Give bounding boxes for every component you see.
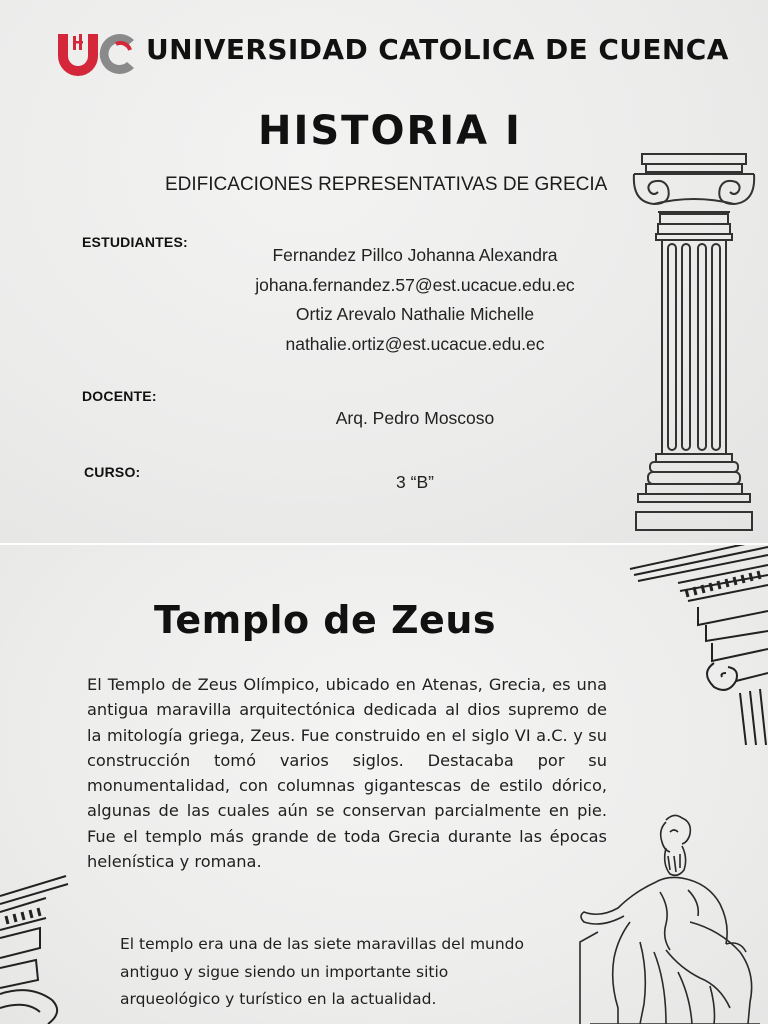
zeus-statue-icon [570, 812, 768, 1024]
teacher-name: Arq. Pedro Moscoso [335, 408, 495, 428]
column-capital-icon [628, 545, 768, 745]
students-list [220, 241, 610, 359]
section-heading: Templo de Zeus [154, 598, 497, 642]
course-value: 3 “B” [396, 472, 434, 492]
teacher-label: DOCENTE: [82, 388, 157, 404]
student-email: johana.fernandez.57@est.ucacue.edu.ec [255, 274, 575, 295]
column-capital-icon [0, 872, 70, 1024]
section-paragraph-secondary: El templo era una de las siete maravillas del mundo antiguo y sigue siendo un importante sitio arqueológico y turístico en la actualidad. [120, 935, 525, 1008]
student-email: nathalie.ortiz@est.ucacue.edu.ec [285, 333, 545, 354]
student-name: Fernandez Pillco Johanna Alexandra [272, 245, 558, 265]
course-label: CURSO: [84, 464, 141, 480]
students-label: ESTUDIANTES: [82, 234, 188, 250]
university-name: UNIVERSIDAD CATOLICA DE CUENCA [146, 33, 729, 66]
ionic-column-icon [628, 152, 760, 534]
section-paragraph: El Templo de Zeus Olímpico, ubicado en Atenas, Grecia, es una antigua maravilla arquitectónica dedicada al dios supremo de la mitología griega, Zeus. Fue construido en el siglo VI a.C. y su construcción tomó varios siglos. Destacaba por su monumentalidad, con columnas gigantescas de estilo dórico, algunas de las cuales aún se conservan parcialmente en pie. Fue el templo más grande de toda Grecia durante las épocas helenística y romana. [87, 675, 607, 872]
course-title: HISTORIA I [258, 108, 522, 154]
student-name: Ortiz Arevalo Nathalie Michelle [295, 304, 535, 324]
university-logo-icon [54, 30, 140, 78]
document-subtitle: EDIFICACIONES REPRESENTATIVAS DE GRECIA [165, 174, 608, 195]
